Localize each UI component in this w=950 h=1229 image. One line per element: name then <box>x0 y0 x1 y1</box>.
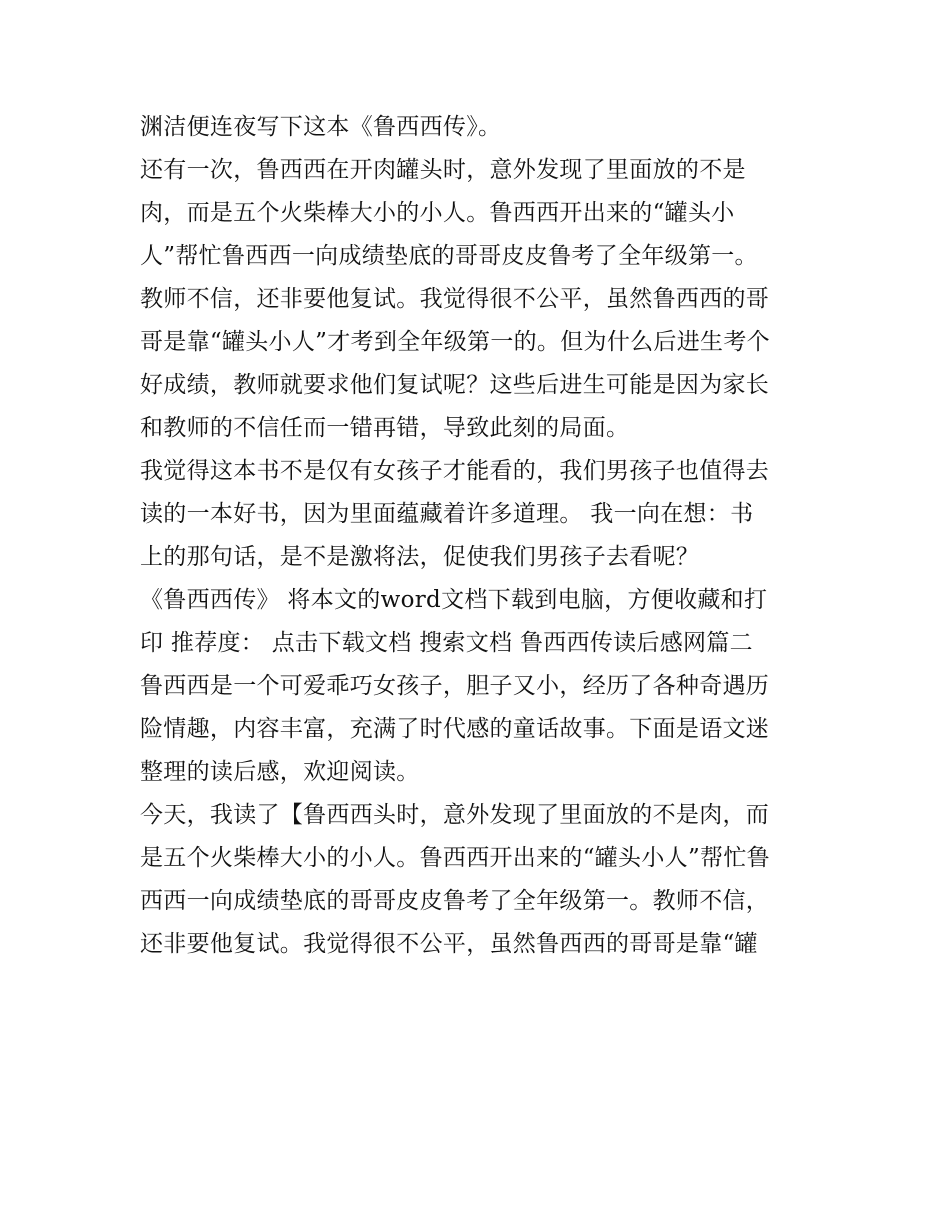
text-line: 还非要他复试。我觉得很不公平，虽然鲁西西的哥哥是靠“罐 <box>140 931 758 957</box>
text-line: 上的那句话，是不是激将法，促使我们男孩子去看呢？ <box>140 544 700 570</box>
text-line: 渊洁便连夜写下这本《鲁西西传》。 <box>140 114 502 140</box>
text-line: 《鲁西西传》 将本文的word文档下载到电脑，方便收藏和打 <box>140 587 768 613</box>
text-line: 还有一次，鲁西西在开肉罐头时，意外发现了里面放的不是 <box>140 157 746 183</box>
document-body <box>140 106 820 966</box>
text-line: 和教师的不信任而一错再错，导致此刻的局面。 <box>140 415 630 441</box>
text-line: 教师不信，还非要他复试。我觉得很不公平，虽然鲁西西的哥 <box>140 286 770 312</box>
text-line: 印 推荐度： 点击下载文档 搜索文档 鲁西西传读后感网篇二 <box>140 630 753 656</box>
text-line: 整理的读后感，欢迎阅读。 <box>140 759 420 785</box>
text-line: 肉，而是五个火柴棒大小的小人。鲁西西开出来的“罐头小 <box>140 200 735 226</box>
text-line: 读的一本好书，因为里面蕴藏着许多道理。 我一向在想：书 <box>140 501 754 527</box>
text-line: 是五个火柴棒大小的小人。鲁西西开出来的“罐头小人”帮忙鲁 <box>140 845 770 871</box>
text-line: 我觉得这本书不是仅有女孩子才能看的，我们男孩子也值得去 <box>140 458 770 484</box>
text-line: 今天，我读了【鲁西西头时，意外发现了里面放的不是肉，而 <box>140 802 770 828</box>
text-line: 险情趣，内容丰富，充满了时代感的童话故事。下面是语文迷 <box>140 716 770 742</box>
text-line: 哥是靠“罐头小人”才考到全年级第一的。但为什么后进生考个 <box>140 329 770 355</box>
text-line: 人”帮忙鲁西西一向成绩垫底的哥哥皮皮鲁考了全年级第一。 <box>140 243 758 269</box>
text-line: 好成绩，教师就要求他们复试呢？这些后进生可能是因为家长 <box>140 372 770 398</box>
text-line: 西西一向成绩垫底的哥哥皮皮鲁考了全年级第一。教师不信， <box>140 888 770 914</box>
text-line: 鲁西西是一个可爱乖巧女孩子，胆子又小，经历了各种奇遇历 <box>140 673 770 699</box>
